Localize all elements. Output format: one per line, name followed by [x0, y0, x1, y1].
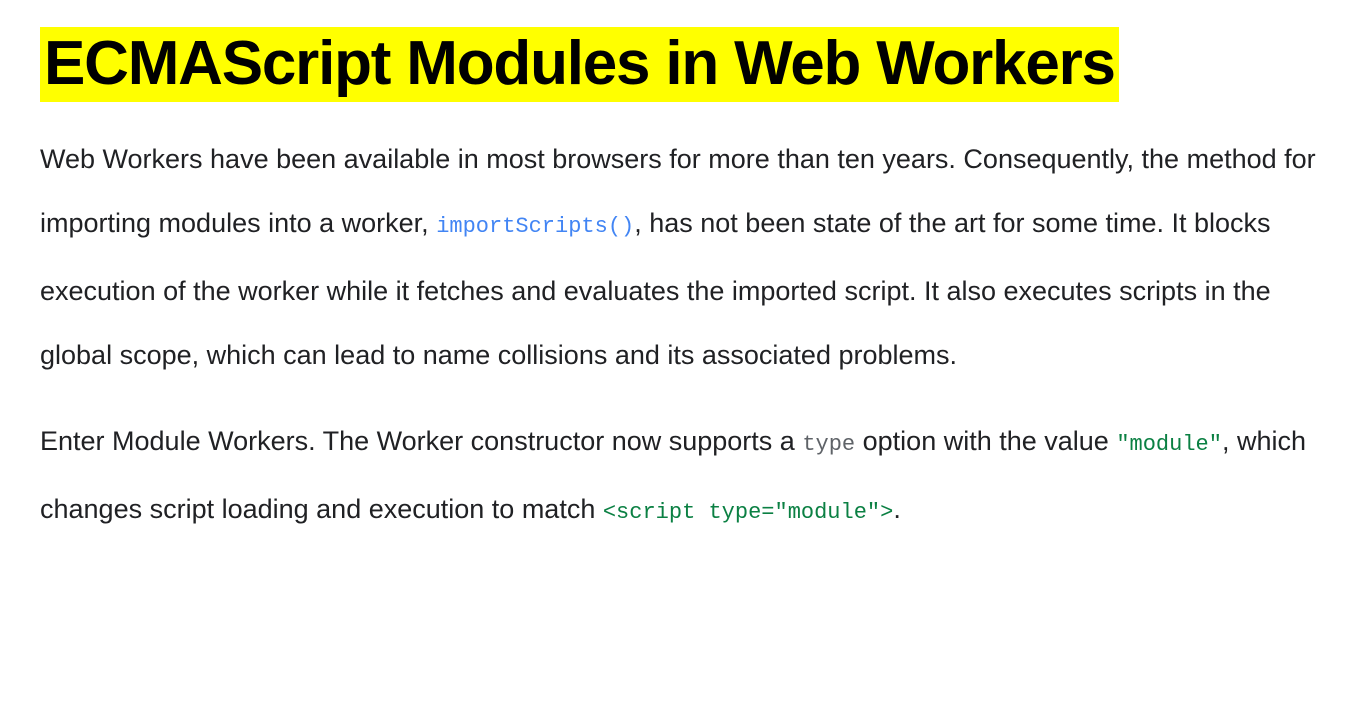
paragraph-2-text-3: , which changes script loading and execution to match [40, 426, 1306, 525]
inline-code-module-value: "module" [1116, 432, 1222, 458]
paragraph-2 [40, 409, 1318, 545]
inline-code-importscripts: importScripts() [436, 214, 635, 240]
paragraph-1-text-2: , has not been state of the art for some time. It blocks execution of the worker while it fetches and evaluates the imported script. It also executes scripts in the global scope, which can lead to name collisions and its associated problems. [40, 208, 1271, 371]
paragraph-1 [40, 127, 1318, 387]
paragraph-2-text-4: . [893, 494, 901, 525]
page-title-text: ECMAScript Modules in Web Workers [40, 27, 1119, 102]
paragraph-2-text-1: Enter Module Workers. The Worker constructor now supports a [40, 426, 803, 457]
inline-code-type: type [802, 432, 856, 458]
inline-code-script-module-tag: <script type="module"> [602, 500, 894, 526]
paragraph-1-text-1: Web Workers have been available in most browsers for more than ten years. Consequently, the method for importing modules into a worker, [40, 144, 1316, 239]
paragraph-2-text-2: option with the value [855, 426, 1117, 457]
page-title [40, 28, 1318, 99]
